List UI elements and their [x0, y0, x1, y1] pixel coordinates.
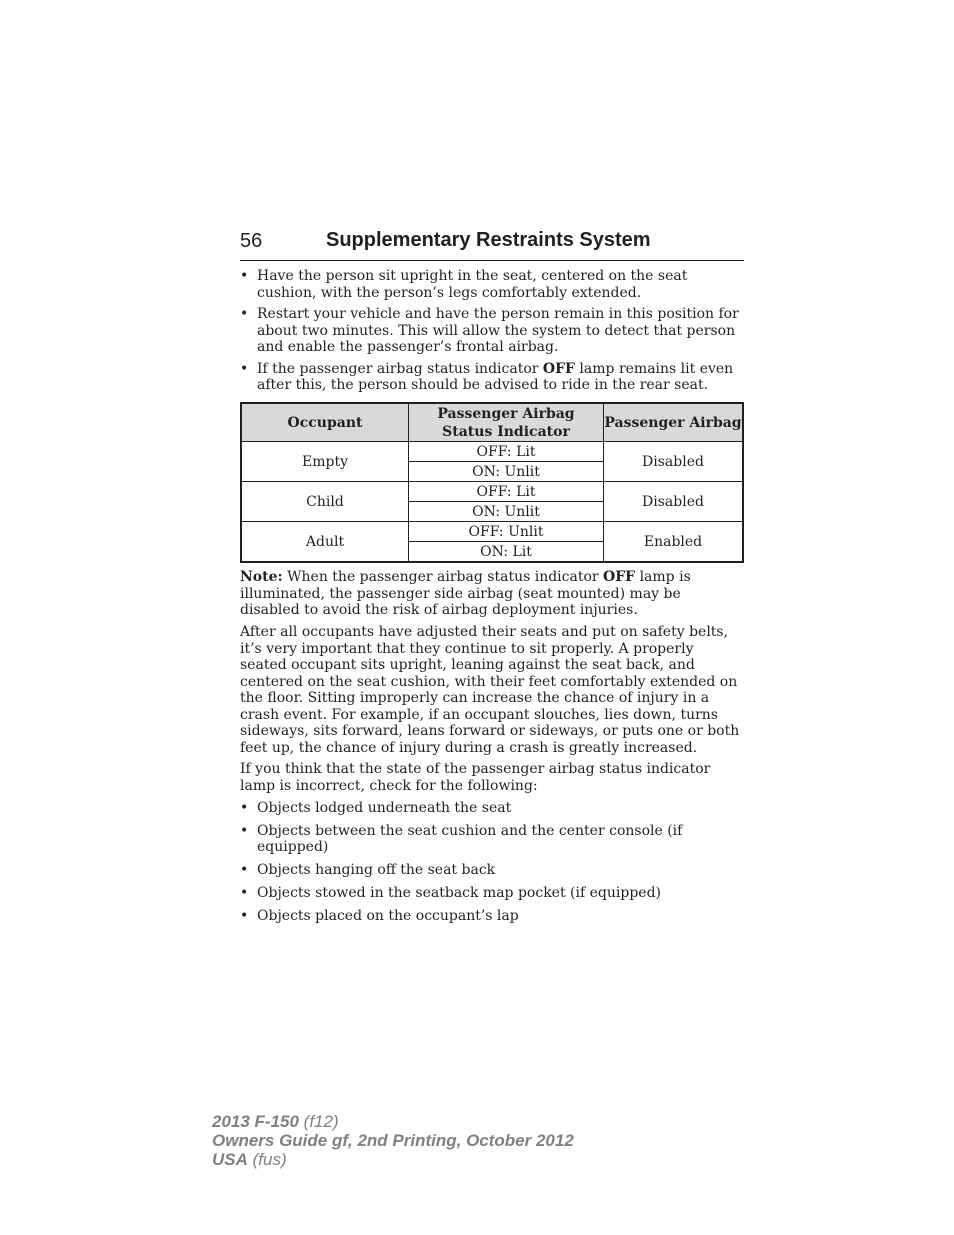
- list-item-text: Have the person sit upright in the seat, centered on the seat cushion, with the person’s legs comfortably extended.: [257, 268, 688, 301]
- table-row: [241, 482, 743, 502]
- note-label: Note:: [240, 569, 283, 585]
- table-header-row: [241, 403, 743, 442]
- bullet-marker: •: [240, 907, 249, 924]
- instruction-bullet-list: [240, 268, 744, 399]
- list-item-text: Objects lodged underneath the seat: [257, 800, 512, 816]
- indicator-cell: ON: Unlit: [409, 502, 604, 522]
- indicator-cell: OFF: Lit: [409, 482, 604, 502]
- airbag-status-table: [240, 402, 744, 563]
- check-intro-paragraph: If you think that the state of the passenger airbag status indicator lamp is incorrect, check for the following:: [240, 761, 711, 794]
- list-item: [240, 268, 744, 301]
- indicator-cell: OFF: Unlit: [409, 522, 604, 542]
- airbag-cell: Enabled: [604, 522, 744, 563]
- airbag-cell: Disabled: [604, 442, 744, 482]
- column-header-passenger-airbag: Passenger Airbag: [604, 403, 744, 442]
- list-item: [240, 306, 744, 356]
- footer-market: USA: [212, 1150, 248, 1169]
- page-footer: [212, 1112, 574, 1169]
- section-title: Supplementary Restraints System: [326, 229, 651, 251]
- list-item-text: Restart your vehicle and have the person remain in this position for about two minutes. This will allow the system to detect that person and enable the passenger’s frontal airbag.: [257, 306, 739, 355]
- list-item: [240, 885, 744, 902]
- bullet-marker: •: [240, 306, 249, 322]
- list-item: [240, 862, 744, 879]
- list-item-text: Objects between the seat cushion and the center console (if equipped): [257, 822, 683, 856]
- bullet-marker: •: [240, 884, 249, 901]
- seating-paragraph: After all occupants have adjusted their seats and put on safety belts, it’s very important that they continue to sit properly. A properly seated occupant sits upright, leaning against the seat back, and centered on the seat cushion, with their feet comfortably extended on the floor. Sitting improperly can increase the chance of injury in a crash event. For example, if an occupant slouches, lies down, turns sideways, sits forward, leans forward or sideways, or puts one or both feet up, the chance of injury during a crash is greatly increased.: [240, 624, 740, 756]
- list-item-text-after: lamp remains lit even after this, the person should be advised to ride in the rear seat.: [257, 360, 734, 393]
- list-item-text: Objects stowed in the seatback map pocket (if equipped): [257, 884, 661, 901]
- footer-line-model: [212, 1112, 574, 1131]
- column-header-status-indicator: Passenger Airbag Status Indicator: [409, 403, 604, 442]
- note-paragraph: [240, 569, 744, 619]
- bullet-marker: •: [240, 800, 249, 816]
- list-item-text-before: If the passenger airbag status indicator: [257, 360, 543, 377]
- footer-model-code: (f12): [298, 1112, 339, 1131]
- occupant-cell: Empty: [241, 442, 409, 482]
- note-text-before: When the passenger airbag status indicator: [282, 569, 604, 585]
- note-text-after: lamp is illuminated, the passenger side airbag (seat mounted) may be disabled to avoid the risk of airbag deployment injuries.: [240, 569, 691, 618]
- off-lamp-label: OFF: [603, 569, 636, 585]
- footer-model: 2013 F-150: [212, 1112, 299, 1131]
- list-item: [240, 908, 744, 925]
- page-header: [240, 228, 744, 261]
- list-item: [240, 800, 744, 817]
- footer-market-code: (fus): [247, 1150, 287, 1169]
- bullet-marker: •: [240, 360, 249, 377]
- column-header-occupant: Occupant: [241, 403, 409, 442]
- table-row: [241, 522, 743, 542]
- occupant-cell: Adult: [241, 522, 409, 563]
- bullet-marker: •: [240, 862, 249, 879]
- indicator-cell: ON: Unlit: [409, 462, 604, 482]
- indicator-cell: OFF: Lit: [409, 442, 604, 462]
- table-row: [241, 442, 743, 462]
- off-lamp-label: OFF: [542, 360, 575, 377]
- page-number: 56: [240, 230, 263, 252]
- indicator-cell: ON: Lit: [409, 542, 604, 563]
- bullet-marker: •: [240, 822, 249, 839]
- list-item-text: Objects hanging off the seat back: [257, 862, 496, 879]
- footer-line-market: [212, 1150, 574, 1169]
- list-item-text: Objects placed on the occupant’s lap: [257, 907, 519, 924]
- occupant-cell: Child: [241, 482, 409, 522]
- list-item: [240, 823, 744, 856]
- airbag-cell: Disabled: [604, 482, 744, 522]
- bullet-marker: •: [240, 268, 249, 284]
- footer-printing: Owners Guide gf, 2nd Printing, October 2012: [212, 1131, 574, 1150]
- check-bullet-list: [240, 800, 744, 930]
- list-item: [240, 361, 744, 394]
